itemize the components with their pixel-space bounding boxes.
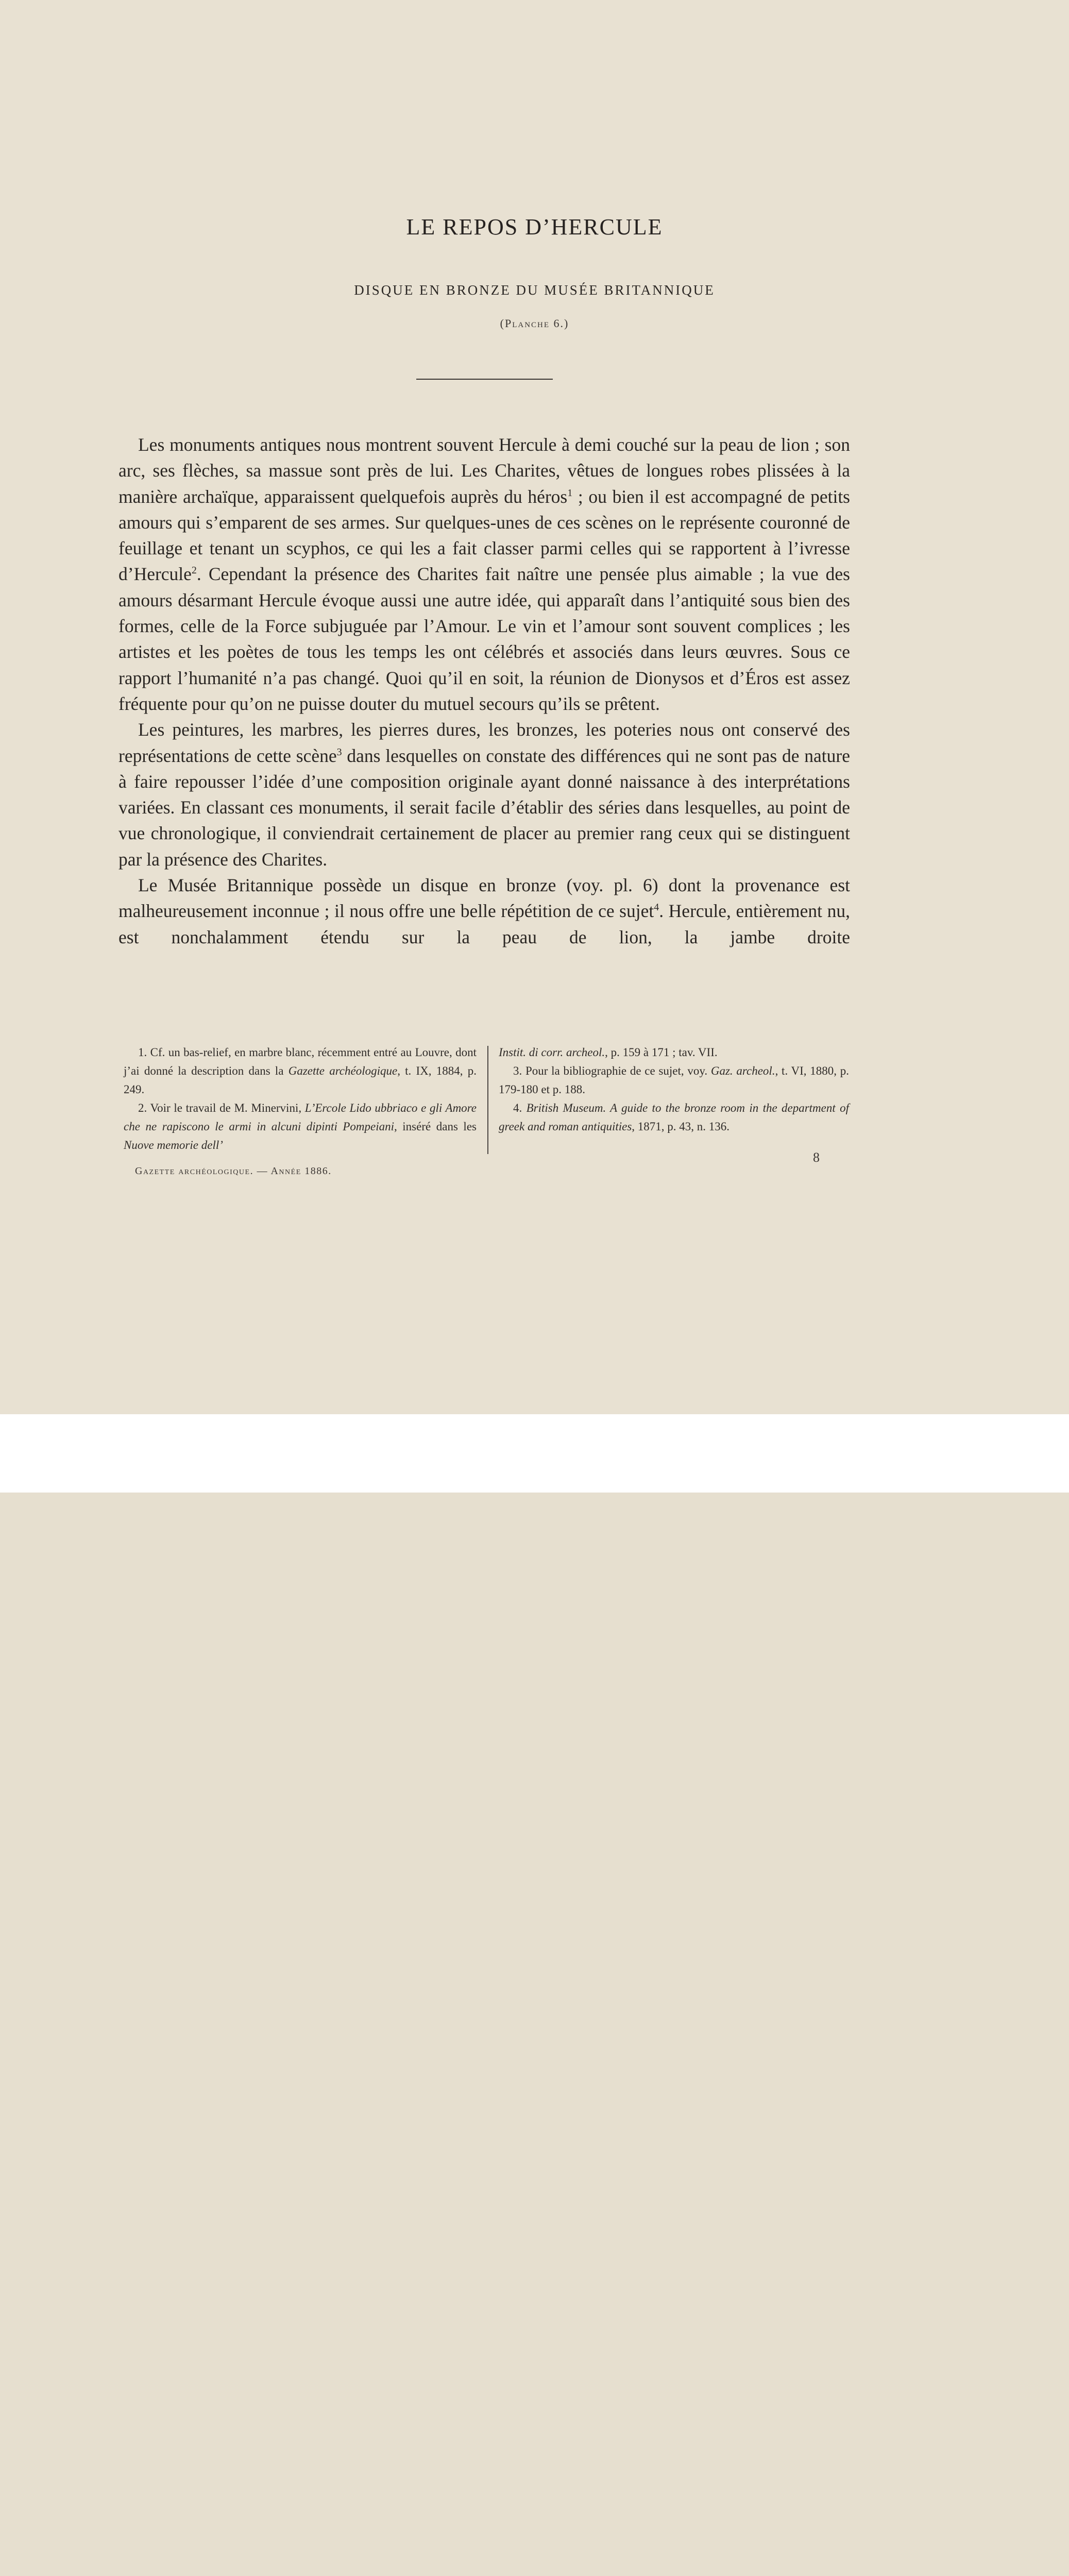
text-run: , t. IX, 1884, p. 249.	[124, 1064, 477, 1096]
italic-text: Gazette archéologique	[288, 1064, 398, 1077]
footnote-ref: 4	[654, 902, 659, 913]
text-run: , 1871, p. 43, n. 136.	[632, 1120, 730, 1133]
text-run: Les peintures, les marbres, les pierres dures, les bronzes, les poteries nous ont conservé des représentations de cette scène	[118, 719, 850, 766]
paragraph-3	[118, 872, 850, 950]
plate-reference: (Planche 6.)	[500, 317, 569, 330]
footnote-divider	[487, 1046, 488, 1154]
paragraph-2	[118, 717, 850, 872]
footnote	[499, 1043, 849, 1062]
text-run: dans lesquelles on constate des différences qui ne sont pas de nature à faire repousser l’idée d’une composition originale ayant donné naissance à des interprétations variées. En classant ces monuments, il serait facile d’établir des séries dans lesquelles, au point de vue chronologique, il conviendrait certainement de placer au premier rang ceux qui se distinguent par la présence des Charites.	[118, 745, 850, 870]
text-run: . Hercule, entièrement nu, est nonchalamment étendu sur la peau de lion, la jambe droite	[118, 901, 850, 947]
body-text	[118, 432, 850, 950]
italic-text: Nuove memorie dell’	[124, 1139, 223, 1151]
footnote-ref: 2	[191, 565, 197, 577]
article-title: LE REPOS D’HERCULE	[406, 214, 663, 240]
text-run: ; ou bien il est accompagné de petits amours qui s’emparent de ses armes. Sur quelques-unes de ces scènes on le représente couronné de feuillage et tenant un scyphos, ce qui les a fait classer parmi celles qui se rapportent à l’ivresse d’Hercule	[118, 486, 850, 585]
footnote-ref: 3	[336, 746, 342, 758]
text-run: 2. Voir le travail de M. Minervini,	[138, 1101, 305, 1114]
text-run: , inséré dans les	[394, 1120, 477, 1133]
text-run: Le Musée Britannique possède un disque en bronze (voy. pl. 6) dont la provenance est malheureusement inconnue ; il nous offre une belle répétition de ce sujet	[118, 875, 850, 922]
text-run: 1. Cf. un bas-relief, en marbre blanc, récemment entré au Louvre, dont j’ai donné la description dans la	[124, 1046, 477, 1077]
article-subtitle: DISQUE EN BRONZE DU MUSÉE BRITANNIQUE	[354, 282, 715, 298]
text-run: 4.	[513, 1101, 527, 1114]
footnote	[499, 1062, 849, 1099]
footnotes-right-column	[499, 1043, 849, 1136]
footnote	[124, 1099, 477, 1155]
italic-text: British Museum. A guide to the bronze room in the department of greek and roman antiquities	[499, 1101, 849, 1133]
italic-text: Gaz. archeol.	[710, 1064, 775, 1077]
italic-text: Instit. di corr. archeol.	[499, 1046, 605, 1059]
footnote	[499, 1099, 849, 1136]
text-run: . Cependant la présence des Charites fait naître une pensée plus aimable ; la vue des amours désarmant Hercule évoque aussi une autre idée, qui apparaît dans l’antiquité sous bien des formes, celle de la Force subjuguée par l’Amour. Le vin et l’amour sont souvent complices ; les artistes et les poètes de tous les temps les ont célébrés et associés dans leurs œuvres. Sous ce rapport l’humanité n’a pas changé. Quoi qu’il en soit, la réunion de Dionysos et d’Éros est assez fréquente pour qu’on ne puisse douter du mutuel secours qu’ils se prêtent.	[118, 564, 850, 714]
text-run: , p. 159 à 171 ; tav. VII.	[605, 1046, 718, 1059]
paragraph-1	[118, 432, 850, 717]
text-run: , t. VI, 1880, p. 179-180 et p. 188.	[499, 1064, 849, 1096]
title-rule	[416, 379, 553, 380]
footnote	[124, 1043, 477, 1099]
page-number: 8	[813, 1150, 820, 1165]
text-run: 3. Pour la bibliographie de ce sujet, voy.	[513, 1064, 711, 1077]
italic-text: L’Ercole Lido ubbriaco e gli Amore che ne rapiscono le armi in alcuni dipinti Pompeiani	[124, 1101, 477, 1133]
running-footer: Gazette archéologique. — Année 1886.	[135, 1165, 332, 1177]
digitization-footer	[0, 1414, 1069, 1493]
footnote-ref: 1	[567, 487, 573, 499]
text-run: Les monuments antiques nous montrent souvent Hercule à demi couché sur la peau de lion ; son arc, ses flèches, sa massue sont près de lui. Les Charites, vêtues de longues robes plissées à la manière archaïque, apparaissent quelquefois auprès du héros	[118, 434, 850, 507]
footnotes-left-column	[124, 1043, 477, 1155]
